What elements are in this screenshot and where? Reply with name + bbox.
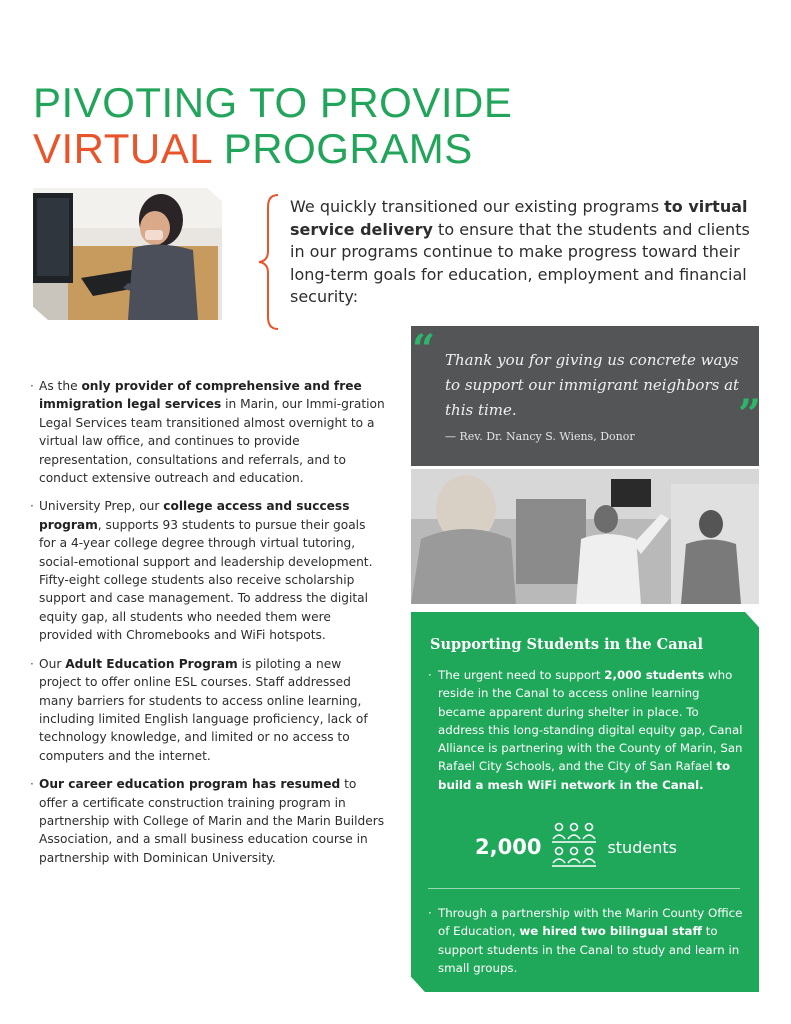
stat-label: students xyxy=(607,837,677,857)
program-bullet-list xyxy=(30,377,385,877)
bullet-bold-text: college access and success program xyxy=(39,499,350,532)
quote-text: Thank you for giving us concrete ways to support our immigrant neighbors at this time. xyxy=(445,351,740,419)
student-stat xyxy=(475,822,677,872)
list-item: · Our career education program has resumed to offer a certificate construction training program in partnership with College of Marin and the Marin Builders Association, and a small business education course in partnership with Dominican University. xyxy=(30,777,385,865)
title-line-1: PIVOTING TO PROVIDE xyxy=(33,79,513,126)
bullet-text: , supports 93 students to pursue their goals for a 4-year college degree through virtual tutoring, social-emotional support and leadership development. Fifty-eight college students also receive scholarship support and case management. To address the digital equity gap, all students who needed them were provided with Chromebooks and WiFi hotspots. xyxy=(39,517,373,643)
canal-text: to support students in the Canal to study and learn in small groups. xyxy=(438,924,740,975)
woman-at-computer-photo xyxy=(33,188,222,320)
canal-bold-text: we hired two bilingual staff xyxy=(519,924,703,939)
stat-number: 2,000 xyxy=(475,835,542,859)
list-item: · As the only provider of comprehensive and free immigration legal services in Marin, our Immi-gration Legal Services team transitioned almost overnight to a virtual law office, and continues to provide representation, consultations and referrals, and to conduct extensive outreach and education. xyxy=(30,379,385,486)
canal-divider xyxy=(428,888,740,889)
bullet-bold-text: only provider of comprehensive and free immigration legal services xyxy=(39,379,362,412)
curly-brace-icon xyxy=(256,193,282,331)
canal-text: The urgent need to support xyxy=(438,668,605,682)
bullet-bold-text: Our career education program has resumed xyxy=(39,777,341,792)
intro-text-2: to ensure that the students and clients in our programs continue to make progress toward their long-term goals for education, employment and financial security: xyxy=(290,219,750,306)
canal-bold-text: 2,000 students xyxy=(604,668,705,682)
close-quote-icon: ” xyxy=(738,391,762,438)
bullet-text: University Prep, our xyxy=(39,499,164,514)
bullet-bold-text: Adult Education Program xyxy=(65,656,238,671)
intro-paragraph xyxy=(290,196,760,309)
intro-text-1: We quickly transitioned our existing programs xyxy=(290,197,665,216)
canal-box-title: Supporting Students in the Canal xyxy=(430,636,704,653)
intro-bold-text: to virtual service delivery xyxy=(290,197,748,239)
title-word-virtual: VIRTUAL xyxy=(33,125,212,172)
bullet-text: is piloting a new project to offer online ESL courses. Staff addressed many barriers for students to access online learning, including limited English language proficiency, lack of technology knowledge, and limited or no access to computers and the internet. xyxy=(39,656,368,763)
page-title xyxy=(33,80,512,172)
bullet-text: in Marin, our Immi-gration Legal Services team transitioned almost overnight to a virtual law office, and continues to provide representation, consultations and referrals, and to conduct extensive outreach and education. xyxy=(39,397,385,486)
canal-bold-text: to build a mesh WiFi network in the Canal. xyxy=(438,759,731,792)
open-quote-icon: “ xyxy=(412,326,436,373)
bullet-text: As the xyxy=(39,379,82,393)
quote-attribution: — Rev. Dr. Nancy S. Wiens, Donor xyxy=(445,430,635,443)
canal-paragraph-2: · Through a partnership with the Marin County Office of Education, we hired two bilingual staff to support students in the Canal to study and learn in small groups. xyxy=(428,906,743,975)
canal-paragraph-1: · The urgent need to support 2,000 students who reside in the Canal to access online learning became apparent during shelter in place. To address this long-standing digital equity gap, Canal Alliance is partnering with the County of Marin, San Rafael City Schools, and the City of San Rafael to build a mesh WiFi network in the Canal. xyxy=(428,668,743,792)
canal-text: Through a partnership with the Marin County Office of Education, xyxy=(438,906,743,939)
title-word-programs: PROGRAMS xyxy=(211,125,473,172)
canal-text: who reside in the Canal to access online learning became apparent during shelter in place. To address this long-standing digital equity gap, Canal Alliance is partnering with the County of Marin, San Rafael City Schools, and the City of San Rafael xyxy=(438,668,743,774)
bullet-text: Our xyxy=(39,656,66,671)
list-item: · University Prep, our college access and success program, supports 93 students to pursue their goals for a 4-year college degree through virtual tutoring, social-emotional support and leadership development. Fifty-eight college students also receive scholarship support and case management. To address the digital equity gap, all students who needed them were provided with Chromebooks and WiFi hotspots. xyxy=(30,499,373,643)
list-item: · Our Adult Education Program is piloting a new project to offer online ESL courses. Staff addressed many barriers for students to access online learning, including limited English language proficiency, lack of technology knowledge, and limited or no access to computers and the internet. xyxy=(30,656,368,763)
people-group-icon xyxy=(551,822,597,872)
bullet-text: to offer a certificate construction training program in partnership with College of Marin and the Marin Builders Association, and a small business education course in partnership with Dominican University. xyxy=(39,777,385,865)
classroom-photo xyxy=(411,469,759,604)
